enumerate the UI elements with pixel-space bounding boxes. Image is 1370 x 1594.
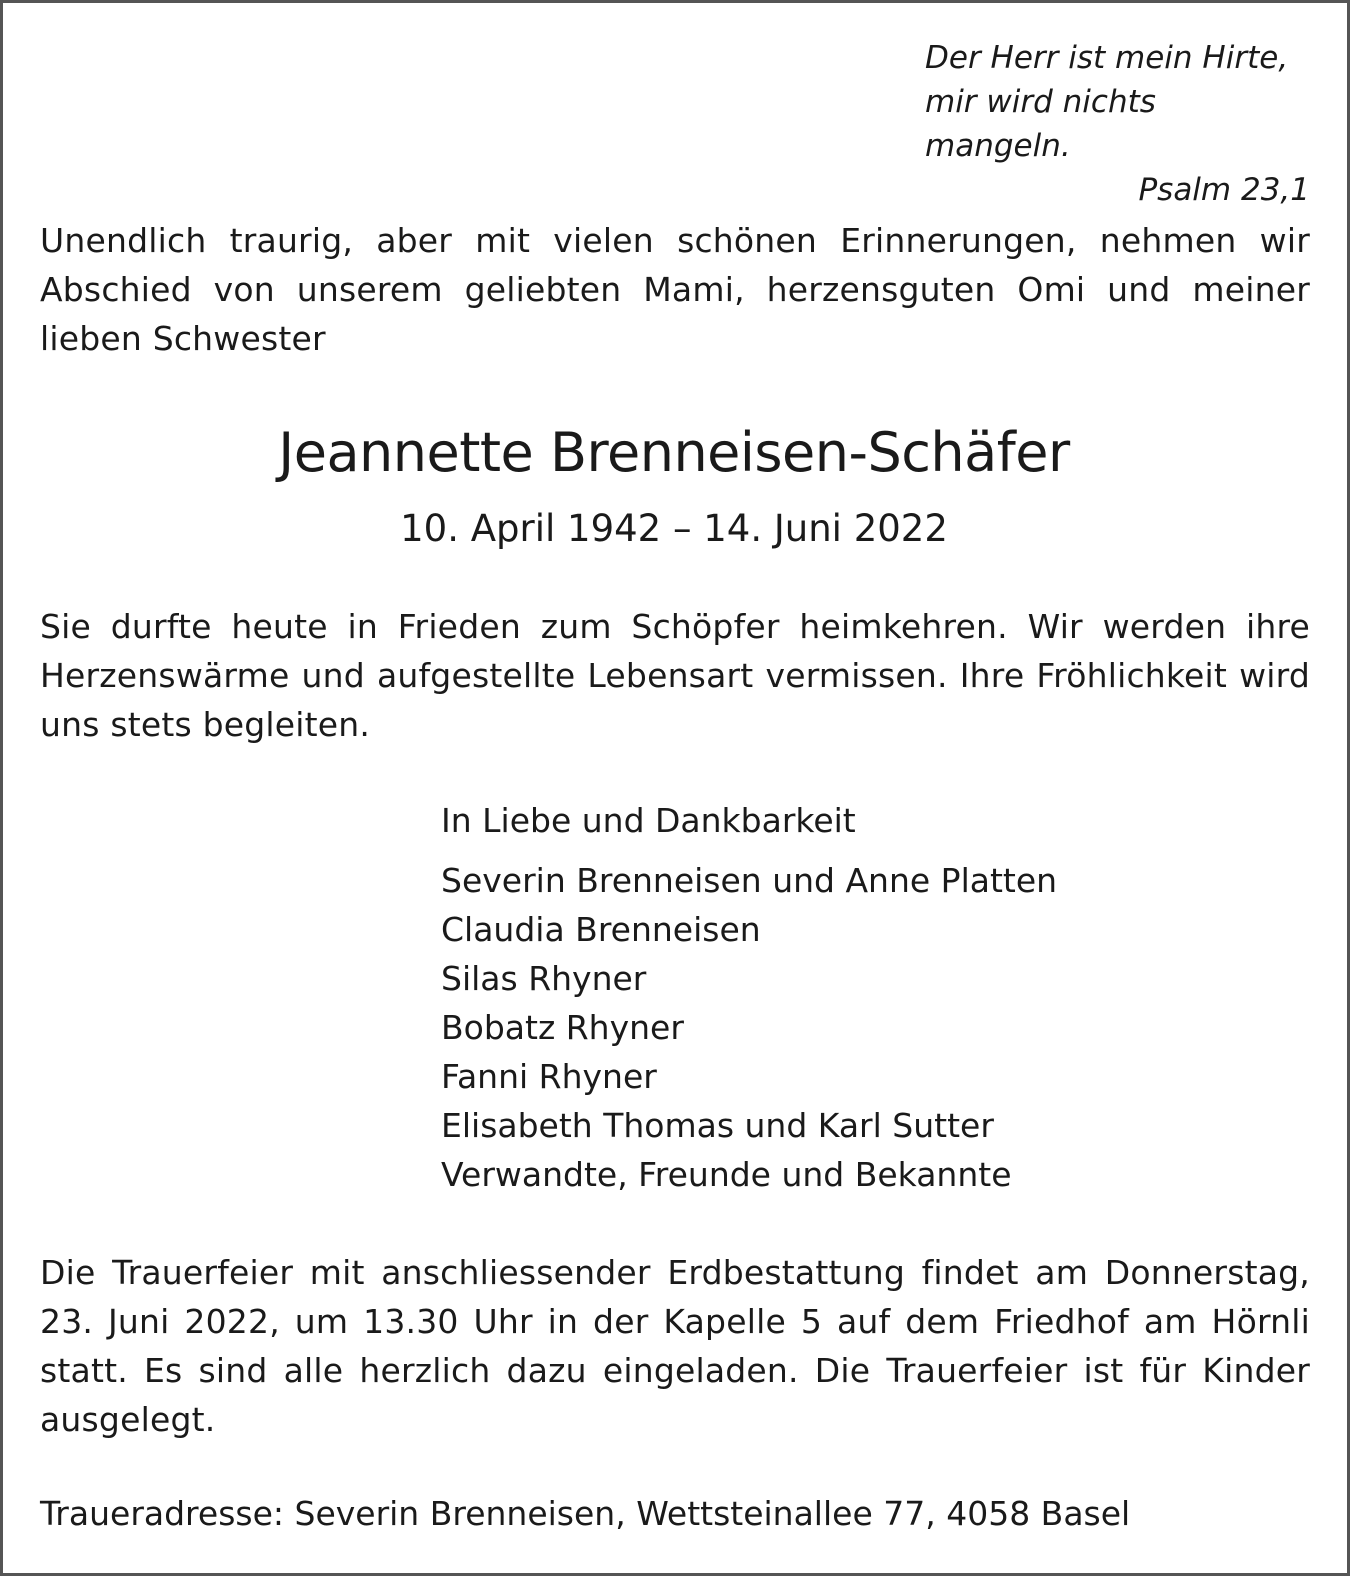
intro-paragraph: Unendlich traurig, aber mit vielen schönen Erinnerungen, nehmen wir Abschied von unserem geliebten Mami, herzensguten Omi und meiner lieben Schwester: [40, 221, 1310, 358]
mourner: Silas Rhyner: [441, 959, 647, 998]
mourner: Bobatz Rhyner: [441, 1008, 684, 1047]
mourning-address: Traueradresse: Severin Brenneisen, Wettsteinallee 77, 4058 Basel: [40, 1494, 1131, 1533]
ceremony-paragraph: Die Trauerfeier mit anschliessender Erdbestattung findet am Donnerstag, 23. Juni 2022, um 13.30 Uhr in der Kapelle 5 auf dem Friedhof am Hörnli statt. Es sind alle herzlich dazu eingeladen. Die Trauerfeier ist für Kinder ausgelegt.: [40, 1253, 1310, 1439]
verse-reference: Psalm 23,1: [1138, 172, 1310, 208]
mourner: Claudia Brenneisen: [441, 910, 761, 949]
mourner: Elisabeth Thomas und Karl Sutter: [441, 1106, 994, 1145]
deceased-name: Jeannette Brenneisen-Schäfer: [278, 421, 1070, 484]
bible-verse: [925, 36, 1310, 212]
verse-line-1: Der Herr ist mein Hirte,: [925, 40, 1289, 76]
life-dates: 10. April 1942 – 14. Juni 2022: [400, 507, 948, 550]
tribute-paragraph: Sie durfte heute in Frieden zum Schöpfer heimkehren. Wir werden ihre Herzenswärme und aufgestellte Lebensart vermissen. Ihre Fröhlichkeit wird uns stets begleiten.: [40, 607, 1310, 744]
verse-line-2: mir wird nichts mangeln.: [925, 84, 1156, 164]
signoff: In Liebe und Dankbarkeit: [441, 801, 856, 840]
mourner: Verwandte, Freunde und Bekannte: [441, 1155, 1012, 1194]
mourner: Severin Brenneisen und Anne Platten: [441, 861, 1058, 900]
mourners-list: [441, 856, 1057, 1199]
mourner: Fanni Rhyner: [441, 1057, 657, 1096]
